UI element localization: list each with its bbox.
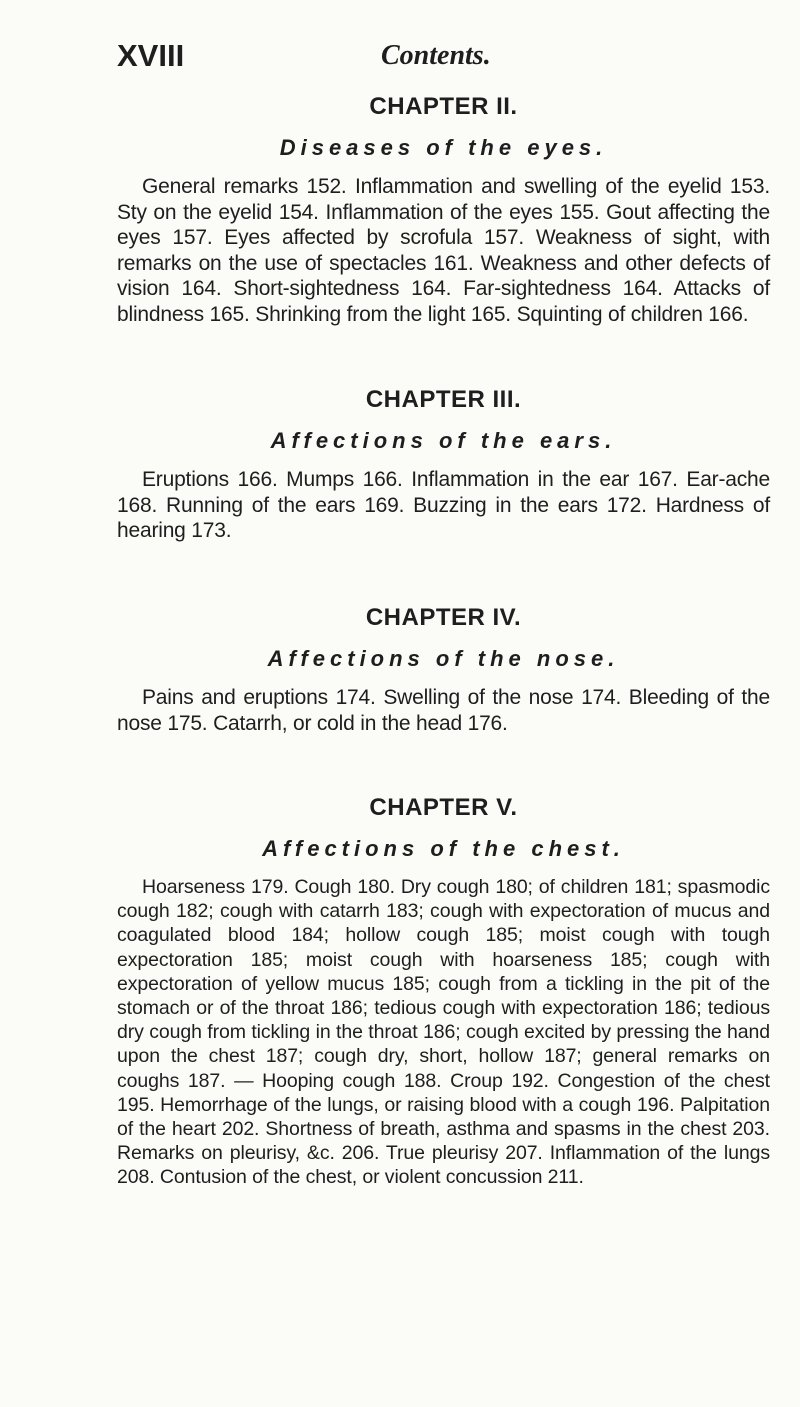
chapter-contents: Hoarseness 179. Cough 180. Dry cough 180; of children 181; spasmodic cough 182; cough with catarrh 183; cough with expectoration of mucus and coagulated blood 184; hollow cough 185; moist cough with tough expectoration 185; moist cough with hoarseness 185; cough with expectoration of yellow mucus 185; cough from a tickling in the pit of the stomach or of the throat 186; tedious cough with expectoration 186; tedious dry cough from tickling in the throat 186; cough excited by pressing the hand upon the chest 187; cough dry, short, hollow 187; general remarks on coughs 187. — Hooping cough 188. Croup 192. Congestion of the chest 195. Hemorrhage of the lungs, or raising blood with a cough 196. Palpitation of the heart 202. Shortness of breath, asthma and spasms in the chest 203. Remarks on pleurisy, &c. 206. True pleurisy 207. Inflammation of the lungs 208. Contusion of the chest, or violent concussion 211.	[117, 876, 770, 1189]
chapter-iv	[117, 603, 770, 736]
chapter-subtitle: Affections of the chest.	[262, 836, 625, 861]
chapter-heading: CHAPTER IV.	[365, 604, 522, 631]
chapter-iii	[117, 385, 770, 544]
chapter-subtitle: Diseases of the eyes.	[279, 135, 608, 160]
chapter-subtitle: Affections of the ears.	[270, 428, 617, 453]
chapter-v	[117, 793, 770, 1190]
chapter-heading: CHAPTER II.	[369, 93, 518, 120]
chapter-contents: General remarks 152. Inflammation and swelling of the eyelid 153. Sty on the eyelid 154. Inflammation of the eyes 155. Gout affecting the eyes 157. Eyes affected by scrofula 157. Weakness of sight, with remarks on the use of spectacles 161. Weakness and other defects of vision 164. Short-sightedness 164. Far-sightedness 164. Attacks of blindness 165. Shrinking from the light 165. Squinting of children 166.	[117, 175, 770, 326]
chapter-ii	[117, 92, 770, 327]
chapter-heading: CHAPTER III.	[365, 386, 522, 413]
running-title: Contents.	[381, 40, 491, 71]
page-number: XVIII	[117, 38, 185, 73]
chapter-subtitle: Affections of the nose.	[267, 646, 620, 671]
running-head	[117, 38, 760, 78]
chapter-contents: Eruptions 166. Mumps 166. Inflammation in the ear 167. Ear-ache 168. Running of the ears 169. Buzzing in the ears 172. Hardness of hearing 173.	[117, 468, 770, 542]
chapter-contents: Pains and eruptions 174. Swelling of the nose 174. Bleeding of the nose 175. Catarrh, or cold in the head 176.	[117, 686, 770, 735]
chapter-heading: CHAPTER V.	[369, 794, 518, 821]
